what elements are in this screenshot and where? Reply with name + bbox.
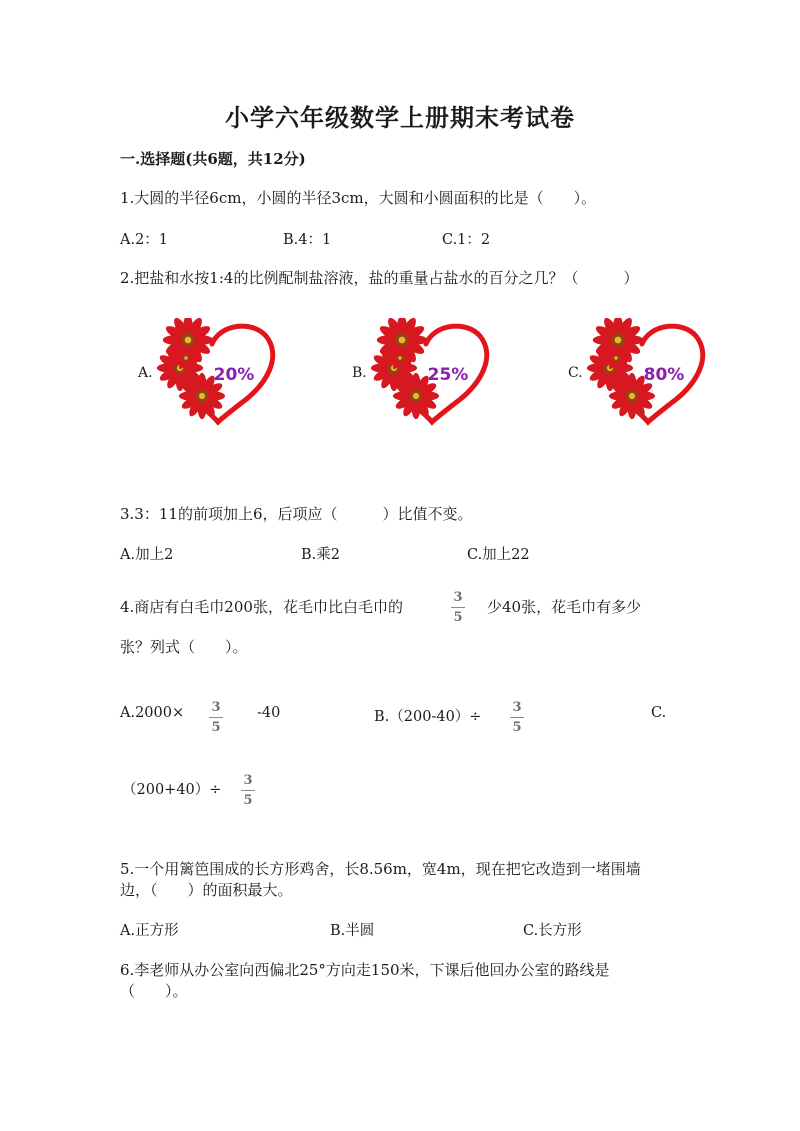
question-5-line-1: 5.一个用篱笆围成的长方形鸡舍，长8.56m，宽4m，现在把它改造到一堵围墙 [120,860,641,878]
fraction-numerator: 3 [453,590,463,605]
heart-percent-label: 25% [427,365,469,385]
fraction-bar [241,790,255,791]
heart-image [370,318,502,428]
fraction-bar [209,717,223,718]
question-4-line-1a: 4.商店有白毛巾200张，花毛巾比白毛巾的 [120,598,403,616]
question-6-line-2: （ ）。 [120,982,188,1000]
question-1-text: 1.大圆的半径6cm，小圆的半径3cm，大圆和小圆面积的比是（ ）。 [120,189,597,207]
fraction-denominator: 5 [211,720,221,735]
question-4-option-c: （200+40）÷ [122,782,222,798]
question-4-option-b: B.（200-40）÷ [374,709,482,725]
fraction [209,700,223,735]
question-5-option-c: C.长方形 [523,923,582,939]
heart-percent-label: 20% [213,365,255,385]
heart-image [156,318,288,428]
fraction-denominator: 5 [453,610,463,625]
section-heading: 一.选择题(共6题，共12分) [120,150,306,168]
heart-option-label: B. [352,365,367,381]
heart-image [586,318,718,428]
question-4-option-a-tail: -40 [257,705,281,721]
question-6-line-1: 6.李老师从办公室向西偏北25°方向走150米，下课后他回办公室的路线是 [120,961,610,979]
question-2-text: 2.把盐和水按1:4的比例配制盐溶液，盐的重量占盐水的百分之几？（ ） [120,269,639,287]
heart-option-label: A. [138,365,153,381]
question-3-option-b: B.乘2 [301,547,340,563]
question-4-line-1b: 少40张，花毛巾有多少 [487,598,642,616]
question-5-option-a: A.正方形 [120,923,179,939]
fraction-bar [510,717,524,718]
fraction-numerator: 3 [243,773,253,788]
page-title: 小学六年级数学上册期末考试卷 [225,103,575,132]
question-4-option-c-label: C. [651,705,667,721]
question-3-text: 3.3：11的前项加上6，后项应（ ）比值不变。 [120,505,473,523]
fraction [451,590,465,625]
fraction-denominator: 5 [243,793,253,808]
fraction [241,773,255,808]
question-5-option-b: B.半圆 [330,923,375,939]
question-1-option-c: C.1：2 [442,232,491,248]
heart-percent-label: 80% [643,365,685,385]
question-4-option-a: A.2000× [120,705,185,721]
heart-option-label: C. [568,365,583,381]
fraction-denominator: 5 [512,720,522,735]
fraction [510,700,524,735]
question-5-line-2: 边，（ ）的面积最大。 [120,881,293,899]
question-1-option-a: A.2：1 [120,232,169,248]
fraction-numerator: 3 [211,700,221,715]
fraction-bar [451,607,465,608]
question-3-option-a: A.加上2 [120,547,174,563]
question-3-option-c: C.加上22 [467,547,530,563]
question-4-line-2: 张？列式（ ）。 [120,638,248,656]
fraction-numerator: 3 [512,700,522,715]
question-1-option-b: B.4：1 [283,232,332,248]
